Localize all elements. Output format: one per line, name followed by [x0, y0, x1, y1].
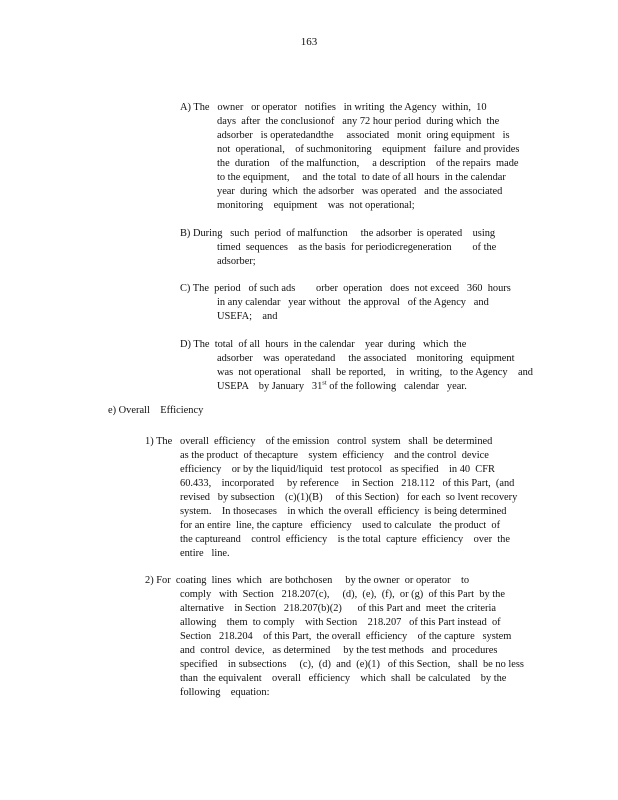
paragraph-b-line-2: timed sequences as the basis for periodicregeneration of the [217, 242, 497, 253]
paragraph-d-line-4-start: USEPA by January 31 [217, 381, 323, 392]
paragraph-c-line-2: in any calendar year without the approval of the Agency and [217, 297, 489, 308]
paragraph-c-line-3: USEFA; and [217, 311, 278, 322]
paragraph-1-line-6: system. In thosecases in which the overall efficiency is being determined [180, 506, 507, 517]
paragraph-d-line-4 [217, 380, 467, 394]
paragraph-2-line-3: alternative in Section 218.207(b)(2) of this Part and meet the criteria [180, 603, 496, 614]
section-e-heading: e) Overall Efficiency [108, 405, 204, 416]
paragraph-1-line-7: for an entire line, the capture efficiency used to calculate the product of [180, 520, 501, 531]
paragraph-1-line-1: 1) The overall efficiency of the emission control system shall be determined [145, 436, 493, 447]
paragraph-2-line-7: specified in subsections (c), (d) and (e)(1) of this Section, shall be no less [180, 659, 524, 670]
paragraph-2-line-4: allowing them to comply with Section 218.207 of this Part instead of [180, 617, 501, 628]
paragraph-a-line-5: the duration of the malfunction, a description of the repairs made [217, 158, 519, 169]
paragraph-d-line-4-end: of the following calendar year. [326, 381, 467, 392]
paragraph-1-line-2: as the product of thecapture system efficiency and the control device [180, 450, 489, 461]
paragraph-2-line-1: 2) For coating lines which are bothchosen by the owner or operator to [145, 575, 470, 586]
paragraph-b-line-3: adsorber; [217, 256, 256, 267]
paragraph-a-line-8: monitoring equipment was not operational; [217, 200, 415, 211]
paragraph-1-line-3: efficiency or by the liquid/liquid test protocol as specified in 40 CFR [180, 464, 495, 475]
paragraph-1-line-4: 60.433, incorporated by reference in Section 218.112 of this Part, (and [180, 478, 515, 489]
paragraph-2-line-9: following equation: [180, 687, 270, 698]
paragraph-a-line-2: days after the conclusionof any 72 hour period during which the [217, 116, 500, 127]
ordinal-suffix: st [322, 379, 327, 387]
paragraph-a-line-6: to the equipment, and the total to date of all hours in the calendar [217, 172, 506, 183]
paragraph-b-line-1: B) During such period of malfunction the adsorber is operated using [180, 228, 496, 239]
paragraph-d-line-2: adsorber was operatedand the associated monitoring equipment [217, 353, 515, 364]
page-number: 163 [300, 36, 318, 48]
paragraph-a-line-1: A) The owner or operator notifies in writing the Agency within, 10 [180, 102, 487, 113]
paragraph-1-line-9: entire line. [180, 548, 230, 559]
paragraph-2-line-8: than the equivalent overall efficiency which shall be calculated by the [180, 673, 507, 684]
paragraph-d-line-1: D) The total of all hours in the calendar year during which the [180, 339, 467, 350]
paragraph-d-line-3: was not operational shall be reported, in writing, to the Agency and [217, 367, 533, 378]
paragraph-c-line-1: C) The period of such ads orber operation does not exceed 360 hours [180, 283, 511, 294]
paragraph-1-line-5: revised by subsection (c)(1)(B) of this Section) for each so lvent recovery [180, 492, 518, 503]
paragraph-2-line-6: and control device, as determined by the test methods and procedures [180, 645, 498, 656]
paragraph-2-line-5: Section 218.204 of this Part, the overall efficiency of the capture system [180, 631, 512, 642]
paragraph-a-line-4: not operational, of suchmonitoring equipment failure and provides [217, 144, 520, 155]
paragraph-a-line-7: year during which the adsorber was operated and the associated [217, 186, 503, 197]
paragraph-a-line-3: adsorber is operatedandthe associated monit oring equipment is [217, 130, 510, 141]
paragraph-2-line-2: comply with Section 218.207(c), (d), (e), (f), or (g) of this Part by the [180, 589, 505, 600]
paragraph-1-line-8: the captureand control efficiency is the total capture efficiency over the [180, 534, 510, 545]
